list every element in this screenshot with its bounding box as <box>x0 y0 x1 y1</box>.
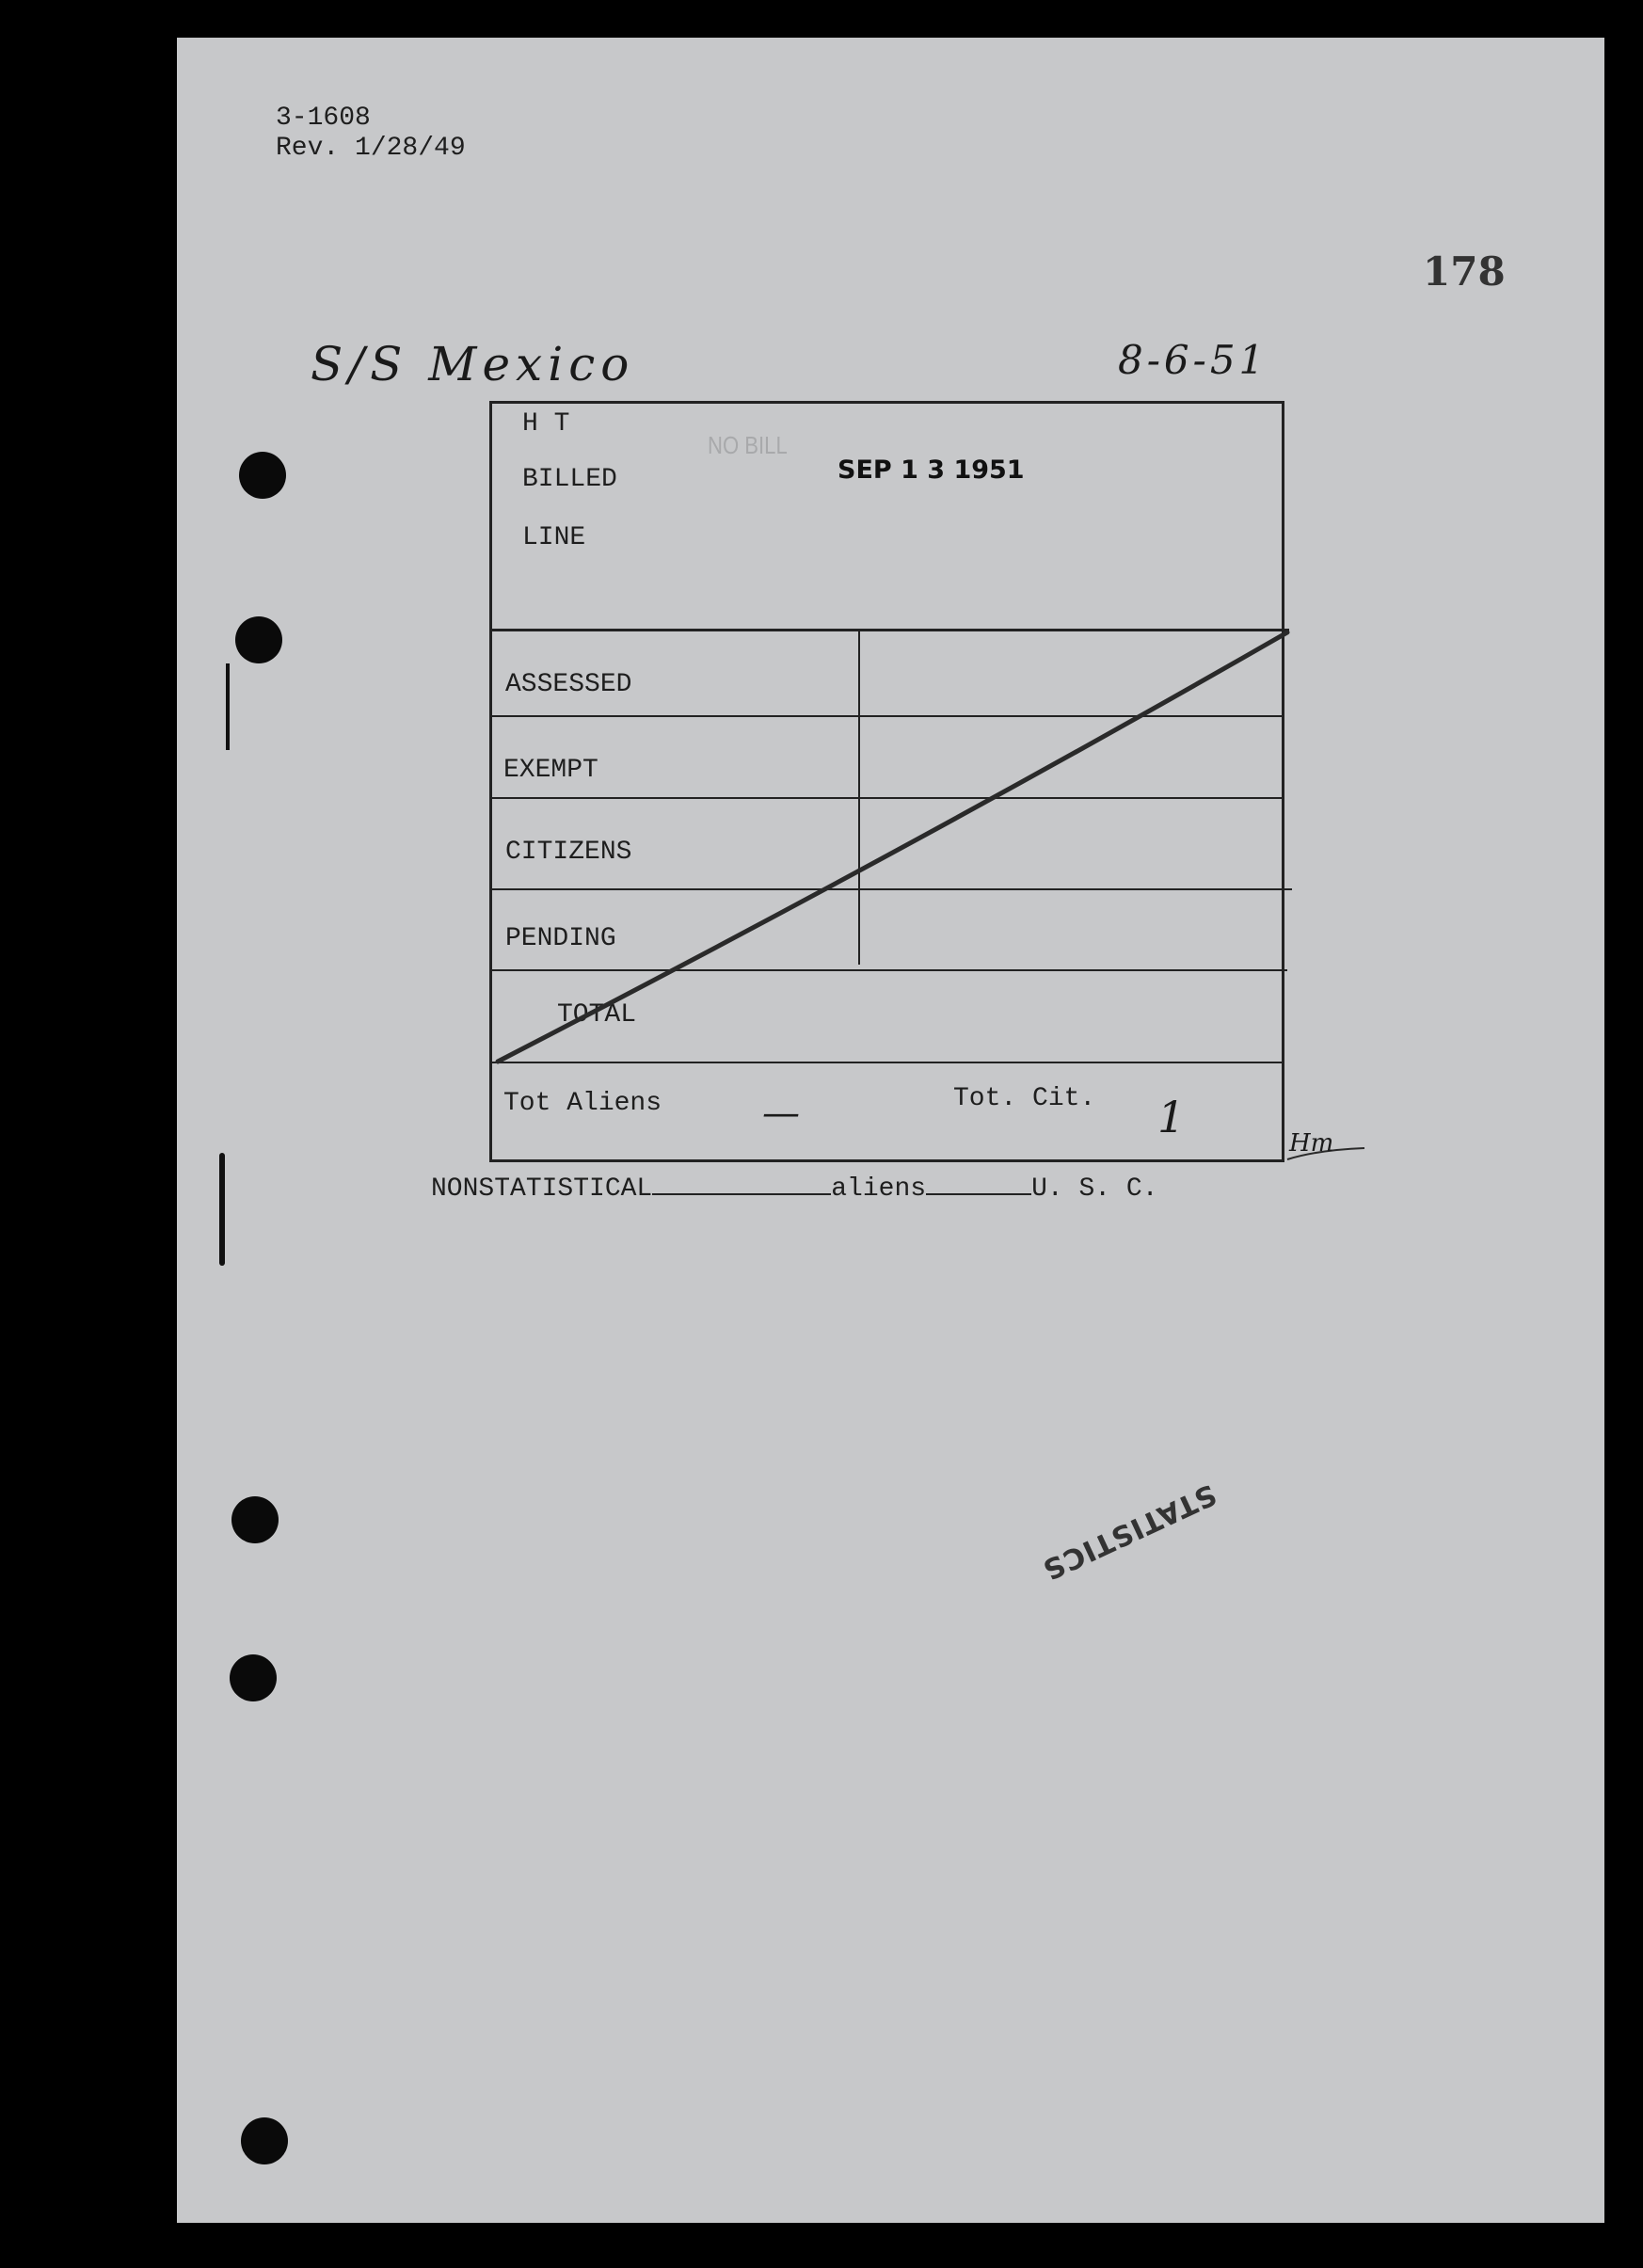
category-assessed: ASSESSED <box>505 670 632 699</box>
tot-cit-value: 1 <box>1157 1092 1186 1142</box>
tot-aliens-value: — <box>762 1092 800 1135</box>
tot-cit-label: Tot. Cit. <box>953 1084 1096 1113</box>
header-row-billed: BILLED <box>522 465 617 494</box>
initials: Hm <box>1289 1129 1334 1158</box>
nonstatistical-line <box>431 1174 1158 1204</box>
category-citizens: CITIZENS <box>505 838 632 867</box>
punch-hole <box>241 2117 288 2164</box>
vessel-name: S/S Mexico <box>311 337 635 391</box>
category-pending: PENDING <box>505 924 616 953</box>
margin-mark <box>226 663 230 750</box>
total-label: TOTAL <box>557 1000 637 1030</box>
punch-hole <box>231 1496 279 1543</box>
punch-hole <box>230 1654 277 1701</box>
margin-mark <box>219 1153 225 1266</box>
aliens-blank <box>652 1174 831 1195</box>
header-row-line: LINE <box>522 523 586 552</box>
vessel-date: 8-6-51 <box>1118 337 1268 383</box>
usc-label: U. S. C. <box>1031 1174 1158 1204</box>
aliens-label: aliens <box>831 1174 927 1204</box>
no-bill-stamp: NO BILL <box>708 431 788 459</box>
statistics-stamp: STATISTICS <box>1036 1477 1221 1587</box>
form-revision: Rev. 1/28/49 <box>276 134 466 163</box>
usc-blank <box>926 1174 1031 1195</box>
header-row-ht: H T <box>522 409 570 439</box>
nonstatistical-label: NONSTATISTICAL <box>431 1174 653 1204</box>
tot-aliens-label: Tot Aliens <box>503 1089 662 1118</box>
page-number: 178 <box>1423 248 1506 295</box>
category-exempt: EXEMPT <box>503 756 598 785</box>
form-number: 3-1608 <box>276 104 371 133</box>
date-stamp: SEP 1 3 1951 <box>837 455 1025 485</box>
